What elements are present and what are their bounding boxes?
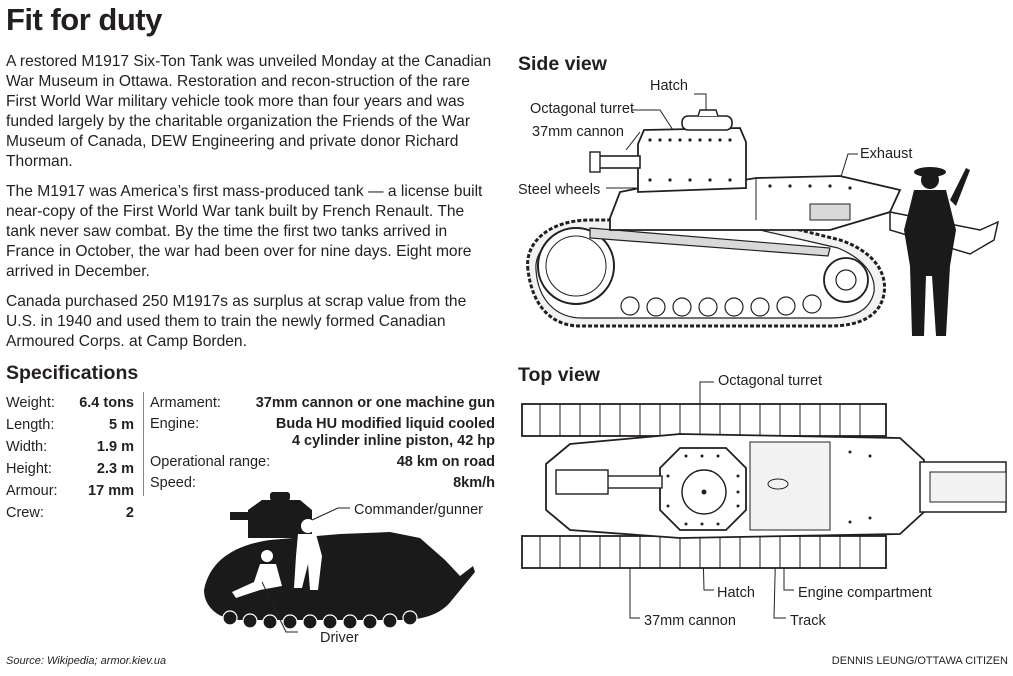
spec-label: Operational range: <box>150 454 271 470</box>
spec-value: 1.9 m <box>96 439 134 455</box>
hatch-silhouette <box>270 492 290 501</box>
commander-gunner-label: Commander/gunner <box>354 502 483 518</box>
top-track-lower <box>522 536 886 568</box>
side-exhaust-label: Exhaust <box>860 146 913 162</box>
spec-value: 4 cylinder inline piston, 42 hp <box>291 433 495 449</box>
spec-row-armament <box>150 395 495 416</box>
top-engine-compartment-label: Engine compartment <box>798 585 932 601</box>
side-view-heading: Side view <box>518 53 607 75</box>
driver-label: Driver <box>320 630 359 646</box>
top-cannon-label: 37mm cannon <box>644 613 736 629</box>
spec-value: 8km/h <box>453 475 495 491</box>
turret-silhouette <box>248 500 312 538</box>
side-view-diagram <box>510 80 1010 350</box>
spec-row-length <box>6 417 134 439</box>
history-paragraph: The M1917 was America’s first mass-produced tank — a license built near-copy of the First World War tank built by French Renault. The tank never saw combat. By the time the first two tanks arrived in France in October, the war had been over for nine days. Eight more arrived in December. <box>6 183 483 280</box>
spec-row-engine <box>150 416 495 433</box>
spec-row-engine-cont <box>150 433 495 454</box>
spec-label: Engine: <box>150 416 200 432</box>
artist-credit: DENNIS LEUNG/OTTAWA CITIZEN <box>831 655 1008 667</box>
spec-row-range <box>150 454 495 475</box>
spec-row-height <box>6 461 134 483</box>
top-turret-label: Octagonal turret <box>718 373 822 389</box>
spec-value: 37mm cannon or one machine gun <box>255 395 495 411</box>
gun-silhouette <box>230 512 252 520</box>
source-credit: Source: Wikipedia; armor.kiev.ua <box>6 655 167 667</box>
spec-row-weight <box>6 395 134 417</box>
side-hatch-label: Hatch <box>650 78 688 94</box>
side-turret <box>638 128 746 192</box>
spec-left-column <box>6 395 134 527</box>
spec-value: 5 m <box>109 417 134 433</box>
tank-silhouette <box>204 532 475 620</box>
spec-value: 6.4 tons <box>79 395 134 411</box>
spec-row-armour <box>6 483 134 505</box>
side-turret-label: Octagonal turret <box>530 101 634 117</box>
spec-label: Height: <box>6 461 52 477</box>
spec-row-crew <box>6 505 134 527</box>
side-cannon-label: 37mm cannon <box>532 124 624 140</box>
top-hatch-label: Hatch <box>717 585 755 601</box>
spec-value: 48 km on road <box>396 454 495 470</box>
spec-label: Width: <box>6 439 48 455</box>
spec-value: 2.3 m <box>96 461 134 477</box>
spec-row-width <box>6 439 134 461</box>
top-track-label: Track <box>790 613 826 629</box>
spec-value: 2 <box>125 505 134 521</box>
side-wheels-label: Steel wheels <box>518 182 601 198</box>
top-view-diagram <box>510 372 1010 634</box>
spec-label: Weight: <box>6 395 55 411</box>
spec-label: Speed: <box>150 475 196 491</box>
spec-value: 17 mm <box>88 483 134 499</box>
top-track-upper <box>522 404 886 436</box>
top-view-heading: Top view <box>518 364 600 386</box>
spec-label: Length: <box>6 417 55 433</box>
spec-value: Buda HU modified liquid cooled <box>275 416 495 432</box>
spec-label: Armour: <box>6 483 58 499</box>
canada-paragraph: Canada purchased 250 M1917s as surplus at scrap value from the U.S. in 1940 and used them to train the newly formed Canadian Armoured Corps. at Camp Borden. <box>6 293 467 350</box>
specifications-heading: Specifications <box>6 362 139 384</box>
spec-label: Armament: <box>150 395 221 411</box>
page-title: Fit for duty <box>6 2 162 37</box>
spec-label: Crew: <box>6 505 44 521</box>
spec-right-column <box>150 395 495 496</box>
spec-divider <box>143 392 144 496</box>
intro-paragraph: A restored M1917 Six-Ton Tank was unveiled Monday at the Canadian War Museum in Ottawa. Restoration and recon-struction of the rare First World War military vehicle took more than four years and was funded largely by the charitable organization the Friends of the War Museum of Canada, DEW Engineering and private donor Richard Thorman. <box>6 53 492 170</box>
